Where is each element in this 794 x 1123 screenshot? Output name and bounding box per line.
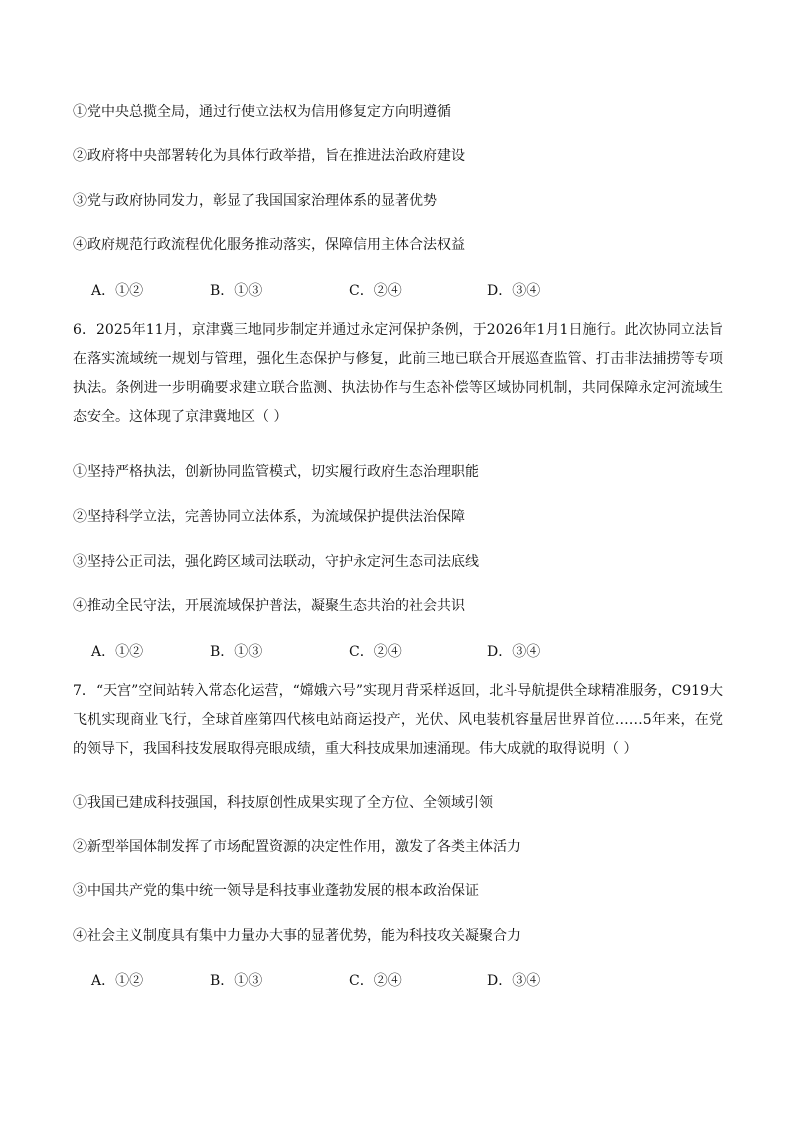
q6-option-d[interactable]: D．③④ bbox=[487, 644, 541, 660]
q7-stem: 7．“天宫”空间站转入常态化运营，“嫦娥六号”实现月背采样返回，北斗导航提供全球精准服务，C919大飞机实现商业飞行，全球首座第四代核电站商运投产，光伏、风电装机容量居世界首位……5年来，在党的领导下，我国科技发展取得亮眼成绩，重大科技成果加速涌现。伟大成就的取得说明（ ） bbox=[73, 683, 723, 757]
q6-statement-3: ③坚持公正司法，强化跨区域司法联动，守护永定河生态司法底线 bbox=[73, 554, 479, 570]
q6-options bbox=[91, 642, 651, 662]
q6-statement-4: ④推动全民守法，开展流域保护普法，凝聚生态共治的社会共识 bbox=[73, 598, 465, 614]
q6-option-b[interactable]: B．①③ bbox=[210, 644, 263, 660]
q7-statement-2: ②新型举国体制发挥了市场配置资源的决定性作用，激发了各类主体活力 bbox=[73, 839, 521, 855]
q7-option-b[interactable]: B．①③ bbox=[210, 973, 263, 989]
q5-statement-3: ③党与政府协同发力，彰显了我国国家治理体系的显著优势 bbox=[73, 193, 437, 209]
q7-option-d[interactable]: D．③④ bbox=[487, 973, 541, 989]
q7-statement-1: ①我国已建成科技强国，科技原创性成果实现了全方位、全领域引领 bbox=[73, 795, 493, 811]
q5-option-d[interactable]: D．③④ bbox=[487, 283, 541, 299]
q5-option-b[interactable]: B．①③ bbox=[210, 283, 263, 299]
q7-options bbox=[91, 971, 651, 991]
q7-option-a[interactable]: A．①② bbox=[91, 973, 144, 989]
q6-statement-2: ②坚持科学立法，完善协同立法体系，为流域保护提供法治保障 bbox=[73, 509, 465, 525]
q7-statement-3: ③中国共产党的集中统一领导是科技事业蓬勃发展的根本政治保证 bbox=[73, 883, 479, 899]
q5-statement-2: ②政府将中央部署转化为具体行政举措，旨在推进法治政府建设 bbox=[73, 148, 465, 164]
q7-option-c[interactable]: C．②④ bbox=[349, 973, 402, 989]
q5-options bbox=[91, 281, 651, 301]
q6-statement-1: ①坚持严格执法，创新协同监管模式，切实履行政府生态治理职能 bbox=[73, 464, 479, 480]
q6-stem: 6．2025年11月，京津冀三地同步制定并通过永定河保护条例，于2026年1月1日施行。此次协同立法旨在落实流域统一规划与管理，强化生态保护与修复，此前三地已联合开展巡查监管、打击非法捕捞等专项执法。条例进一步明确要求建立联合监测、执法协作与生态补偿等区域协同机制，共同保障永定河流域生态安全。这体现了京津冀地区（ ） bbox=[73, 322, 723, 425]
q7-statement-4: ④社会主义制度具有集中力量办大事的显著优势，能为科技攻关凝聚合力 bbox=[73, 928, 521, 944]
q6-option-c[interactable]: C．②④ bbox=[349, 644, 402, 660]
q5-statement-4: ④政府规范行政流程优化服务推动落实，保障信用主体合法权益 bbox=[73, 237, 465, 253]
q5-option-a[interactable]: A．①② bbox=[91, 283, 144, 299]
q5-statement-1: ①党中央总揽全局，通过行使立法权为信用修复定方向明遵循 bbox=[73, 104, 451, 120]
q6-option-a[interactable]: A．①② bbox=[91, 644, 144, 660]
q5-option-c[interactable]: C．②④ bbox=[349, 283, 402, 299]
